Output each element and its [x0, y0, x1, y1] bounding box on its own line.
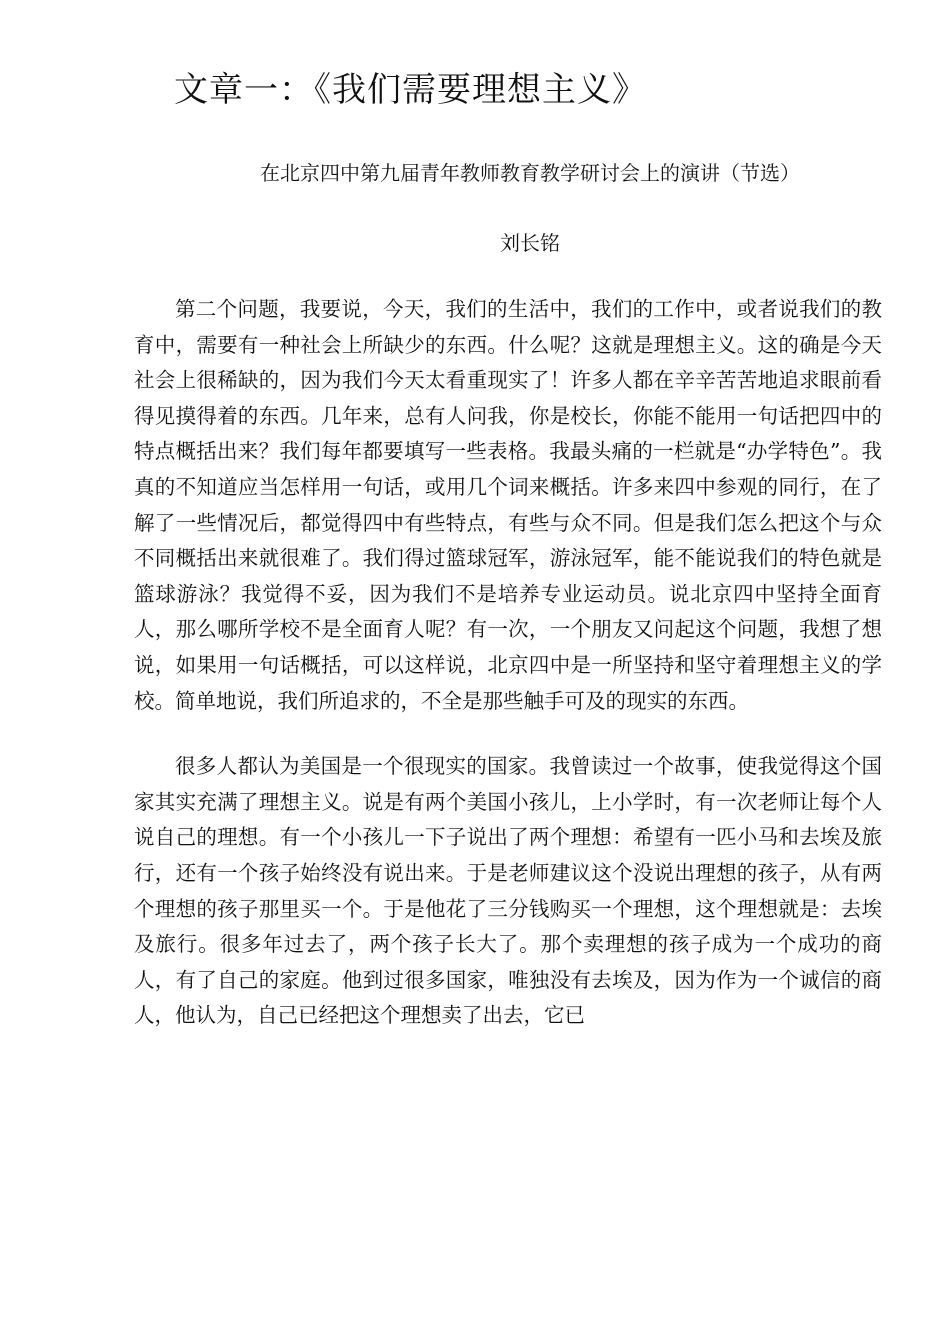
body-paragraph: 很多人都认为美国是一个很现实的国家。我曾读过一个故事，使我觉得这个国家其实充满了理想主义。说是有两个美国小孩儿，上小学时，有一次老师让每个人说自己的理想。有一个小孩儿一下子说出了两个理想：希望有一匹小马和去埃及旅行，还有一个孩子始终没有说出来。于是老师建议这个没说出理想的孩子，从有两个理想的孩子那里买一个。于是他花了三分钱购买一个理想，这个理想就是：去埃及旅行。很多年过去了，两个孩子长大了。那个卖理想的孩子成为一个成功的商人，有了自己的家庭。他到过很多国家，唯独没有去埃及，因为作为一个诚信的商人，他认为，自己已经把这个理想卖了出去，它已 — [134, 754, 882, 1028]
document-subtitle: 在北京四中第九届青年教师教育教学研讨会上的演讲（节选） — [260, 161, 800, 185]
body-paragraph: 第二个问题，我要说，今天，我们的生活中，我们的工作中，或者说我们的教育中，需要有一种社会上所缺少的东西。什么呢？这就是理想主义。这的确是今天社会上很稀缺的，因为我们今天太看重现实了！许多人都在辛辛苦苦地追求眼前看得见摸得着的东西。几年来，总有人问我，你是校长，你能不能用一句话把四中的特点概括出来？我们每年都要填写一些表格。我最头痛的一栏就是“办学特色”。我真的不知道应当怎样用一句话，或用几个词来概括。许多来四中参观的同行，在了解了一些情况后，都觉得四中有些特点，有些与众不同。但是我们怎么把这个与众不同概括出来就很难了。我们得过篮球冠军，游泳冠军，能不能说我们的特色就是篮球游泳？我觉得不妥，因为我们不是培养专业运动员。说北京四中坚持全面育人，那么哪所学校不是全面育人呢？有一次，一个朋友又问起这个问题，我想了想说，如果用一句话概括，可以这样说，北京四中是一所坚持和坚守着理想主义的学校。简单地说，我们所追求的，不全是那些触手可及的现实的东西。 — [134, 297, 882, 713]
document-body — [134, 292, 882, 1034]
author-name: 刘长铭 — [500, 231, 560, 255]
document-title: 文章一：《我们需要理想主义》 — [174, 70, 647, 110]
